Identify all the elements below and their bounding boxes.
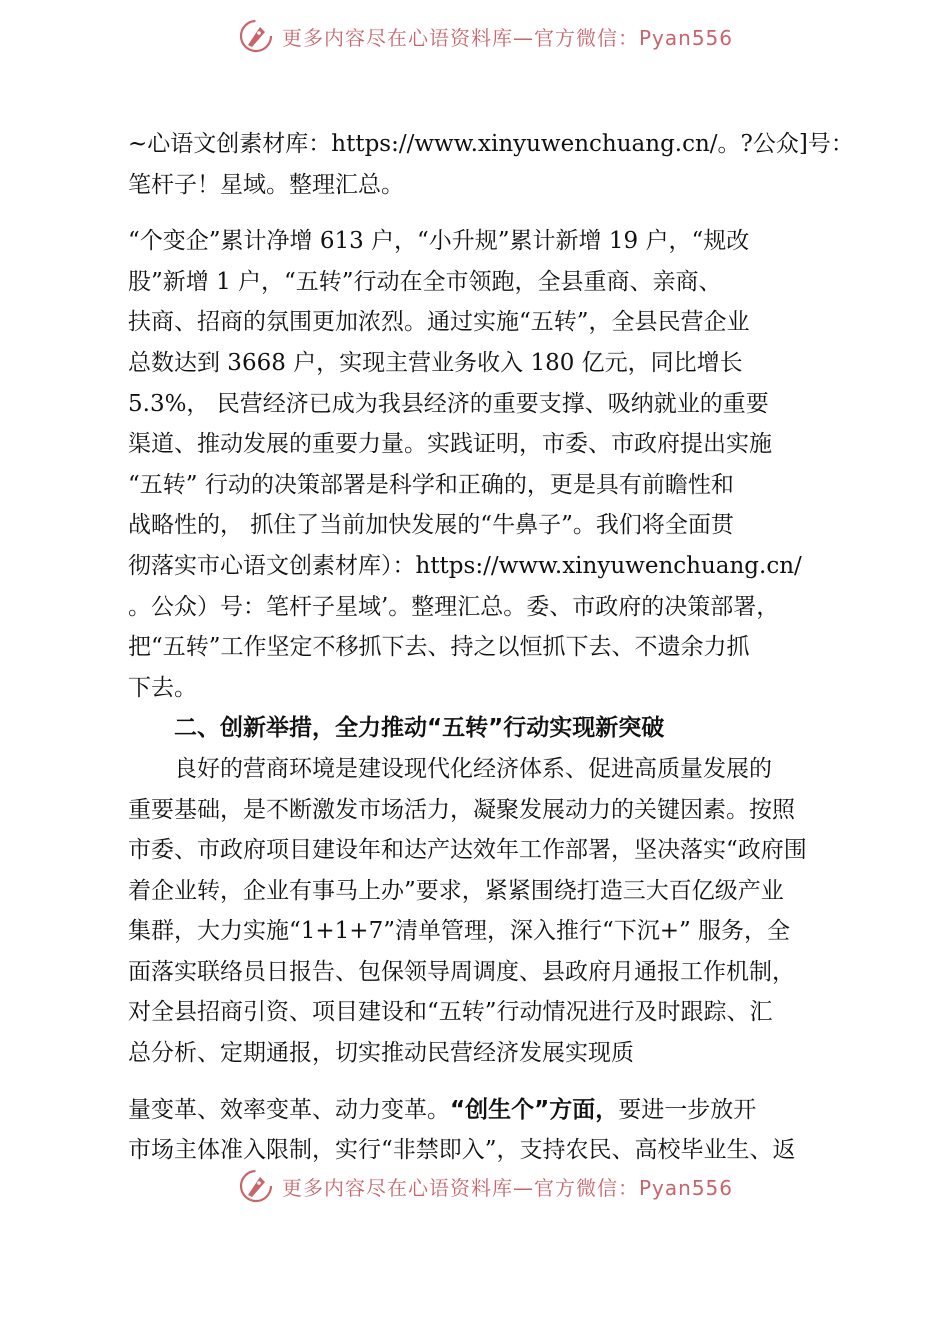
text-line: 面落实联络员日报告、包保领导周调度、县政府月通报工作机制， bbox=[128, 958, 795, 985]
text-line: 股”新增 1 户，“五转”行动在全市领跑，全县重商、亲商、 bbox=[128, 268, 722, 295]
pen-nib-logo-icon bbox=[238, 1168, 274, 1204]
text-line: 扶商、招商的氛围更加浓烈。通过实施“五转”，全县民营企业 bbox=[128, 309, 750, 336]
text-line: 5.3%， 民营经济已成为我县经济的重要支撑、吸纳就业的重要 bbox=[128, 390, 769, 417]
source-note-line: ~心语文创素材库：https://www.xinyuwenchuang.cn/。?公众]号： bbox=[128, 131, 854, 157]
text-line: 下去。 bbox=[128, 674, 197, 701]
source-note-line: 笔杆子！星域。整理汇总。 bbox=[128, 171, 404, 198]
text-line: “五转” 行动的决策部署是科学和正确的，更是具有前瞻性和 bbox=[128, 471, 734, 498]
section-heading: 二、创新举措，全力推动“五转”行动实现新突破 bbox=[174, 715, 665, 742]
text-line: “个变企”累计净增 613 户，“小升规”累计新增 19 户，“规改 bbox=[128, 228, 750, 255]
text-line: 渠道、推动发展的重要力量。实践证明，市委、市政府提出实施 bbox=[128, 431, 772, 458]
text-line: 良好的营商环境是建设现代化经济体系、促进高质量发展的 bbox=[128, 755, 772, 782]
text-line: 量变革、效率变革、动力变革。“创生个”方面，要进一步放开 bbox=[128, 1096, 757, 1123]
text-line: 重要基础，是不断激发市场活力，凝聚发展动力的关键因素。按照 bbox=[128, 796, 795, 823]
text-line: 着企业转，企业有事马上办”要求，紧紧围绕打造三大百亿级产业 bbox=[128, 877, 784, 904]
header-watermark-text: 更多内容尽在心语资料库—官方微信：Pyan556 bbox=[282, 25, 734, 50]
paragraph-3 bbox=[128, 1090, 848, 1171]
document-body bbox=[128, 124, 854, 1171]
text-line: 彻落实市心语文创素材库）：https://www.xinyuwenchuang.cn/ bbox=[128, 552, 802, 579]
text-line: 把“五转”工作坚定不移抓下去、持之以恒抓下去、不遗余力抓 bbox=[128, 634, 750, 661]
paragraph-1 bbox=[128, 221, 848, 708]
footer-watermark-text: 更多内容尽在心语资料库—官方微信：Pyan556 bbox=[282, 1175, 734, 1200]
text-line: 总分析、定期通报，切实推动民营经济发展实现质 bbox=[128, 1040, 634, 1067]
paragraph-2 bbox=[128, 749, 848, 1074]
text-line: 市场主体准入限制，实行“非禁即入”，支持农民、高校毕业生、返 bbox=[128, 1137, 796, 1164]
text-line: 战略性的， 抓住了当前加快发展的“牛鼻子”。我们将全面贯 bbox=[128, 512, 734, 539]
text-line: 集群，大力实施“1+1+7”清单管理，深入推行“下沉+” 服务，全 bbox=[128, 918, 791, 945]
text-line: 市委、市政府项目建设年和达产达效年工作部署，坚决落实“政府围 bbox=[128, 837, 807, 864]
footer-watermark bbox=[238, 1166, 733, 1206]
text-line: 对全县招商引资、项目建设和“五转”行动情况进行及时跟踪、汇 bbox=[128, 999, 773, 1026]
header-watermark bbox=[238, 16, 733, 56]
text-line: 总数达到 3668 户，实现主营业务收入 180 亿元，同比增长 bbox=[128, 349, 743, 376]
emphasis-text: “创生个”方面， bbox=[450, 1096, 619, 1123]
pen-nib-logo-icon bbox=[238, 18, 274, 54]
text-line: 。公众）号：笔杆子星域’。整理汇总。委、市政府的决策部署， bbox=[128, 593, 780, 620]
